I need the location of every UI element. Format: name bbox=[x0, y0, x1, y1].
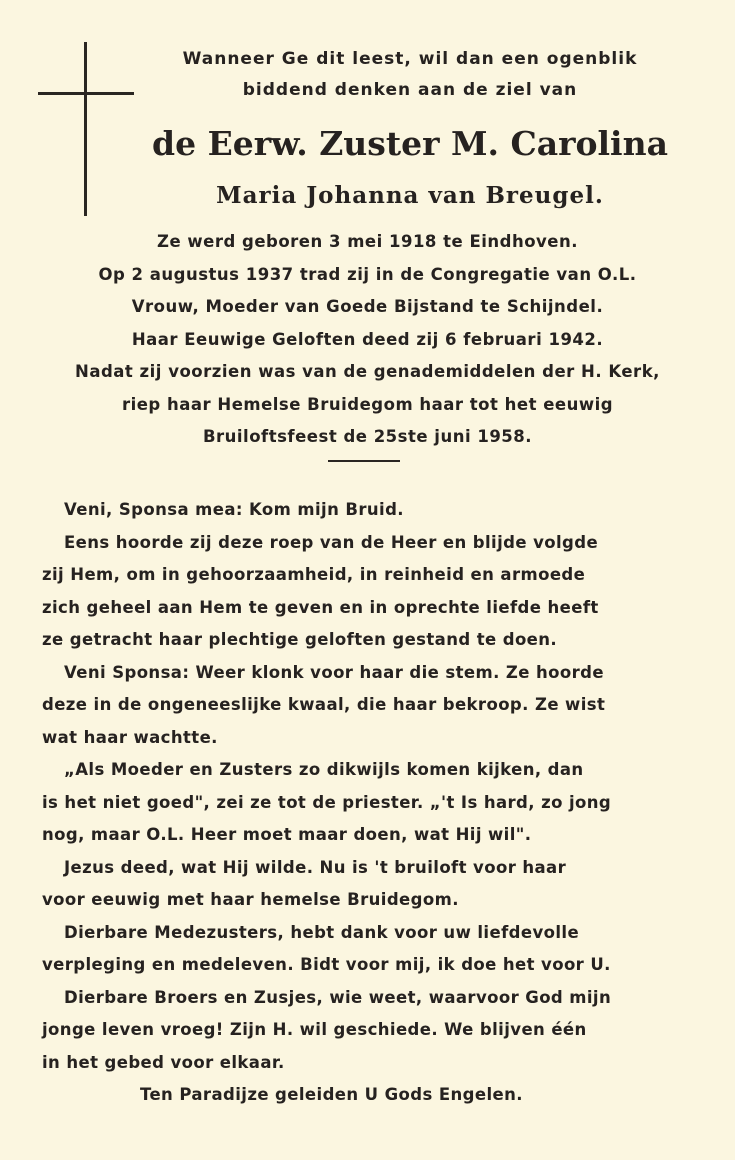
text-line: in het gebed voor elkaar. bbox=[42, 1052, 285, 1072]
text-line: jonge leven vroeg! Zijn H. wil geschiede. We blijven één bbox=[42, 1020, 587, 1039]
text-line: „Als Moeder en Zusters zo dikwijls komen kijken, dan bbox=[64, 760, 584, 779]
text-line: Veni, Sponsa mea: Kom mijn Bruid. bbox=[64, 500, 404, 519]
text-line: Dierbare Medezusters, hebt dank voor uw liefdevolle bbox=[64, 922, 580, 942]
intro-line: Wanneer Ge dit leest, wil dan een ogenblik bbox=[182, 49, 638, 69]
text-line: ze getracht haar plechtige geloften gestand te doen. bbox=[42, 630, 558, 649]
text-line: Jezus deed, wat Hij wilde. Nu is 't bruiloft voor haar bbox=[64, 857, 567, 877]
cross-bar bbox=[38, 92, 134, 95]
divider bbox=[328, 460, 400, 462]
text-line: voor eeuwig met haar hemelse Bruidegom. bbox=[42, 890, 459, 909]
bio-line: Op 2 augustus 1937 trad zij in de Congregatie van O.L. bbox=[98, 264, 637, 284]
text-line: wat haar wachtte. bbox=[42, 727, 218, 747]
text-line: zij Hem, om in gehoorzaamheid, in reinheid en armoede bbox=[42, 565, 586, 584]
text-line: verpleging en medeleven. Bidt voor mij, ik doe het voor U. bbox=[42, 955, 611, 974]
bio-line: Nadat zij voorzien was van de genademiddelen der H. Kerk, bbox=[75, 362, 660, 381]
text-line: is het niet goed", zei ze tot de priester. „'t Is hard, zo jong bbox=[42, 792, 612, 812]
deceased-name: de Eerw. Zuster M. Carolina bbox=[152, 124, 668, 163]
intro-line: biddend denken aan de ziel van bbox=[242, 80, 578, 100]
deceased-full-name: Maria Johanna van Breugel. bbox=[216, 182, 604, 209]
biography bbox=[30, 226, 705, 454]
bio-line: Vrouw, Moeder van Goede Bijstand te Schijndel. bbox=[131, 297, 604, 316]
text-line: zich geheel aan Hem te geven en in oprechte liefde heeft bbox=[42, 597, 599, 617]
cross-icon bbox=[84, 42, 87, 216]
memorial-text bbox=[42, 494, 702, 1112]
bio-line: Ze werd geboren 3 mei 1918 te Eindhoven. bbox=[156, 232, 579, 251]
bio-line: riep haar Hemelse Bruidegom haar tot het eeuwig bbox=[121, 394, 614, 414]
text-line: Eens hoorde zij deze roep van de Heer en blijde volgde bbox=[64, 532, 599, 552]
text-line: Veni Sponsa: Weer klonk voor haar die stem. Ze hoorde bbox=[64, 662, 604, 682]
intro-text bbox=[150, 44, 670, 106]
bio-line: Bruiloftsfeest de 25ste juni 1958. bbox=[202, 427, 533, 446]
text-line: Dierbare Broers en Zusjes, wie weet, waarvoor God mijn bbox=[64, 987, 612, 1007]
text-line: nog, maar O.L. Heer moet maar doen, wat Hij wil". bbox=[42, 825, 532, 844]
closing-line: Ten Paradijze geleiden U Gods Engelen. bbox=[140, 1085, 523, 1104]
text-line: deze in de ongeneeslijke kwaal, die haar bekroop. Ze wist bbox=[42, 695, 606, 714]
bio-line: Haar Eeuwige Geloften deed zij 6 februari 1942. bbox=[131, 329, 604, 349]
